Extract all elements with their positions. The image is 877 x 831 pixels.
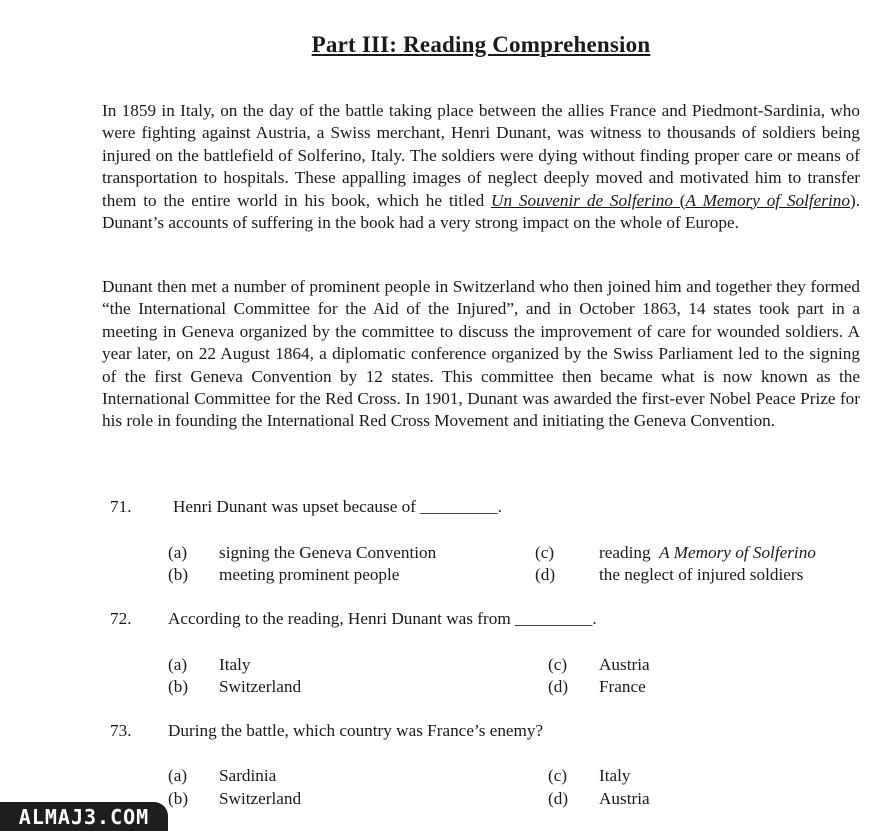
q73-option-d-label: (d) [548, 789, 569, 808]
q71-option-c-label: (c) [535, 543, 555, 562]
q72-option-c[interactable]: Austria [599, 655, 650, 674]
q72-option-b-label: (b) [168, 677, 189, 696]
passage-paragraph-2: Dunant then met a number of prominent people in Switzerland who then joined him and together they formed “the International Committee for the Aid of the Injured”, and in October 1863, 14 states took part in a meeting in Geneva organized by the committee to discuss the improvement of care for wounded soldiers. A year later, on 22 August 1864, a diplomatic conference organized by the Swiss Parliament led to the signing of the first Geneva Convention by 12 states. This committee then became what is now known as the International Committee for the Red Cross. In 1901, Dunant was awarded the first-ever Nobel Peace Prize for his role in founding the International Red Cross Movement and initiating the Geneva Convention. [102, 277, 860, 431]
q71-option-d[interactable]: the neglect of injured soldiers [599, 565, 804, 584]
q73-option-a-label: (a) [168, 766, 188, 785]
watermark-text: ALMAJ3.COM [18, 804, 150, 829]
p1-text-before: In 1859 in Italy, on the day of the battle taking place between the allies France and Piedmont-Sardinia, who were fighting against Austria, a Swiss merchant, Henri Dunant, was witness to thousands of soldiers being injured on the battlefield of Solferino, Italy. The soldiers were dying without finding proper care or means of transportation to hospitals. These appalling images of neglect deeply moved and motivated him to transfer them to the entire world in his book, which he titled [102, 101, 860, 210]
book-title-french: Un Souvenir de Solferino [491, 190, 673, 210]
question-73-number: 73. [110, 721, 132, 740]
page-title: Part III: Reading Comprehension [311, 32, 651, 57]
passage-paragraph-1 [102, 100, 860, 234]
question-72-number: 72. [110, 609, 132, 628]
q73-option-c-label: (c) [548, 766, 568, 785]
q71-option-c[interactable] [599, 542, 816, 564]
p1-text-after: ). Dunant’s accounts of suffering in the book had a very strong impact on the whole of Europe. [102, 190, 860, 233]
watermark-logo [0, 802, 168, 831]
q71-option-a[interactable]: signing the Geneva Convention [219, 543, 437, 562]
q73-option-c[interactable]: Italy [599, 766, 631, 785]
q73-option-b[interactable]: Switzerland [219, 789, 302, 808]
q73-option-d[interactable]: Austria [599, 789, 650, 808]
book-title-paren: ( [672, 190, 686, 210]
q71-option-a-label: (a) [168, 543, 188, 562]
q73-option-b-label: (b) [168, 789, 189, 808]
q71-option-b-label: (b) [168, 565, 189, 584]
q72-option-a-label: (a) [168, 655, 188, 674]
q72-option-a[interactable]: Italy [219, 655, 251, 674]
q71-option-b[interactable]: meeting prominent people [219, 565, 400, 584]
question-72-text: According to the reading, Henri Dunant was from _________. [168, 609, 597, 628]
question-73-text: During the battle, which country was France’s enemy? [168, 721, 544, 740]
q72-option-d-label: (d) [548, 677, 569, 696]
q71-option-c-title: A Memory of Solferino [659, 543, 816, 562]
q72-option-b[interactable]: Switzerland [219, 677, 302, 696]
book-title-english: A Memory of Solferino [685, 190, 850, 210]
q73-option-a[interactable]: Sardinia [219, 766, 277, 785]
q71-option-c-prefix: reading [599, 543, 651, 562]
question-71-text: Henri Dunant was upset because of _________. [173, 497, 502, 516]
q72-option-c-label: (c) [548, 655, 568, 674]
q72-option-d[interactable]: France [599, 677, 646, 696]
q71-option-d-label: (d) [535, 565, 556, 584]
question-71-number: 71. [110, 497, 132, 516]
